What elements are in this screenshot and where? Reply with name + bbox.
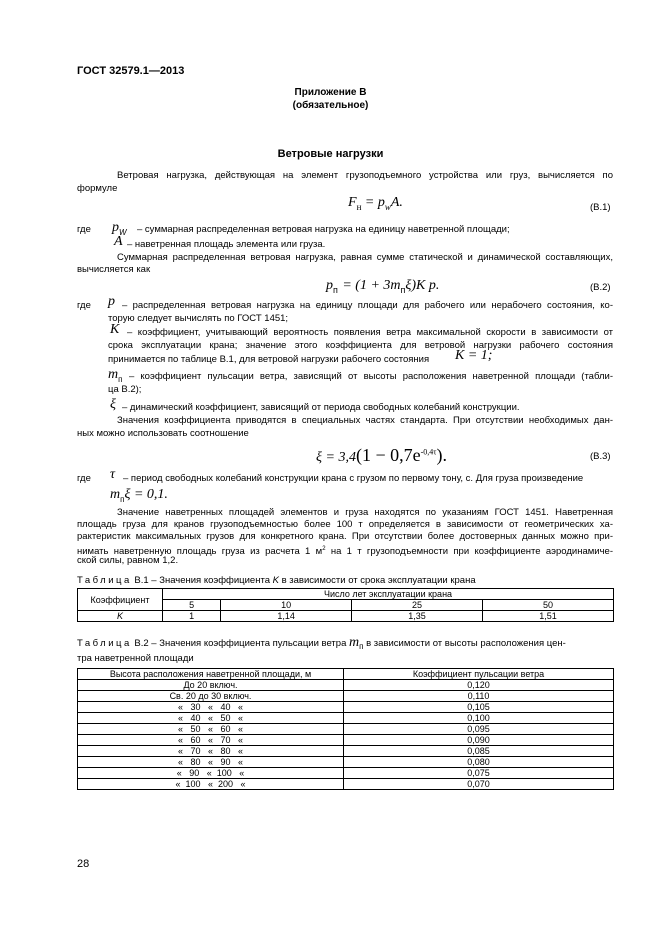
table1-value: 1,35	[352, 611, 483, 622]
paragraph-3-line-2: ных можно использовать соотношение	[77, 428, 249, 439]
table1-value: 1,14	[221, 611, 352, 622]
symbol-p: p	[108, 294, 115, 309]
table-row: « 40 « 50 « 0,100	[78, 713, 614, 724]
paragraph-4-line-4: нимать наветренную площадь груза из расчета 1 $м^2$ на 1 т грузоподъемности при коэффициенте аэродинамиче-	[77, 546, 613, 558]
table1-caption: Таблица В.1 – Значения коэффициента K в зависимости от срока эксплуатации крана	[77, 575, 476, 586]
equation-b1: $F_н = p_wA$.	[348, 195, 403, 212]
table2-caption-line-1: Таблица В.2 – Значения коэффициента пульсации ветра $m_п$ в зависимости от высоты расположения цен-	[77, 635, 566, 651]
page-number: 28	[77, 858, 90, 870]
paragraph-2-line-2: вычисляется как	[77, 264, 151, 275]
where-label-2: где	[77, 300, 91, 311]
symbol-K: K	[110, 322, 120, 337]
equation-b3: $\xi = 3,4(1 - 0,7e^{-0,4\tau})$.	[316, 445, 447, 465]
table-row: « 50 « 60 « 0,095	[78, 724, 614, 735]
pw-definition: – суммарная распределенная ветровая нагрузка на единицу наветренной площади;	[137, 224, 510, 235]
symbol-m: $m_п$	[108, 367, 123, 385]
equation-b2: $p_п = (1 + 3m_п\xi)K$ p.	[326, 278, 440, 296]
symbol-A: A	[114, 234, 123, 249]
table1-year-25: 25	[352, 600, 483, 611]
equation-b3-number: (В.3)	[590, 451, 611, 462]
m-definition-line-1: – коэффициент пульсации ветра, зависящий от высоты расположения наветренной площади (табли-	[129, 371, 613, 382]
paragraph-4-line-2: площадь груза для кранов грузоподъемностью более 100 т определяется в зависимости от геометрических ха-	[77, 519, 613, 530]
table1	[77, 588, 614, 622]
equation-b2-number: (В.2)	[590, 282, 611, 293]
equation-b1-number: (В.1)	[590, 202, 611, 213]
table-row: « 70 « 80 « 0,085	[78, 746, 614, 757]
table-row: « 60 « 70 « 0,090	[78, 735, 614, 746]
table1-year-50: 50	[482, 600, 613, 611]
K-equals-one: K = 1;	[455, 348, 493, 363]
appendix-subtitle: (обязательное)	[292, 100, 369, 111]
paragraph-4-line-5: ской силы, равном 1,2.	[77, 555, 179, 566]
K-definition-line-3: принимается по таблице В.1, для ветровой нагрузки рабочего состояния	[108, 354, 430, 365]
symbol-pw: $p_W$	[112, 220, 127, 238]
A-definition: – наветренная площадь элемента или груза.	[127, 239, 326, 250]
paragraph-1-line-2: формуле	[77, 183, 118, 194]
table-row: До 20 включ. 0,120	[78, 680, 614, 691]
table1-year-5: 5	[163, 600, 221, 611]
table2-header-coefficient: Коэффициент пульсации ветра	[344, 669, 614, 680]
table2	[77, 668, 614, 790]
paragraph-3-line-1: Значения коэффициента приводятся в специальных частях стандарта. При отсутствии необходимых дан-	[117, 415, 613, 426]
table-row: « 100 « 200 « 0,070	[78, 779, 614, 790]
xi-definition: – динамический коэффициент, зависящий от периода свободных колебаний конструкции.	[122, 402, 520, 413]
K-definition-line-2: срока эксплуатации крана; значение этого коэффициента для ветровой нагрузки рабочего состояния	[108, 340, 613, 351]
symbol-xi: ξ	[110, 397, 116, 412]
table-row: « 30 « 40 « 0,105	[78, 702, 614, 713]
tau-definition: – период свободных колебаний конструкции крана с грузом по первому тону, с. Для груза произведение	[123, 473, 584, 484]
p-definition-line-1: – распределенная ветровая нагрузка на единицу площади для рабочего или нерабочего состояния, ко-	[122, 300, 613, 311]
table1-header-years: Число лет эксплуатации крана	[163, 589, 614, 600]
table1-value: 1	[163, 611, 221, 622]
symbol-tau: τ	[110, 467, 116, 482]
K-definition-line-1: – коэффициент, учитывающий вероятность появления ветра максимальной скорости в зависимости от	[127, 327, 613, 338]
m-xi-product: $m_п\xi = 0,1$.	[110, 487, 168, 505]
where-label-1: где	[77, 224, 91, 235]
table-row: « 80 « 90 « 0,080	[78, 757, 614, 768]
table1-year-10: 10	[221, 600, 352, 611]
document-number: ГОСТ 32579.1—2013	[77, 65, 185, 77]
table2-header-height: Высота расположения наветренной площади, м	[78, 669, 344, 680]
table1-header-coefficient: Коэффициент	[78, 589, 163, 611]
where-label-3: где	[77, 473, 91, 484]
table-row: « 90 « 100 « 0,075	[78, 768, 614, 779]
paragraph-2-line-1: Суммарная распределенная ветровая нагрузка, равная сумме статической и динамической составляющих,	[117, 252, 613, 263]
m-definition-line-2: ца В.2);	[108, 384, 142, 395]
appendix-title: Приложение В	[294, 87, 367, 98]
table1-row-name: K	[78, 611, 163, 622]
table2-caption-line-2: тра наветренной площади	[77, 653, 194, 664]
section-title: Ветровые нагрузки	[277, 148, 384, 160]
paragraph-4-line-3: рактеристик максимальных грузов для конкретного крана. При отсутствии более достоверных данных можно при-	[77, 531, 613, 542]
p-definition-line-2: торую следует вычислять по ГОСТ 1451;	[108, 313, 289, 324]
table1-value: 1,51	[482, 611, 613, 622]
paragraph-1-line-1: Ветровая нагрузка, действующая на элемент грузоподъемного устройства или груз, вычисляется по	[117, 170, 613, 181]
table-row: Св. 20 до 30 включ. 0,110	[78, 691, 614, 702]
paragraph-4-line-1: Значение наветренных площадей элементов и груза находятся по указаниям ГОСТ 1451. Наветренная	[117, 507, 613, 518]
